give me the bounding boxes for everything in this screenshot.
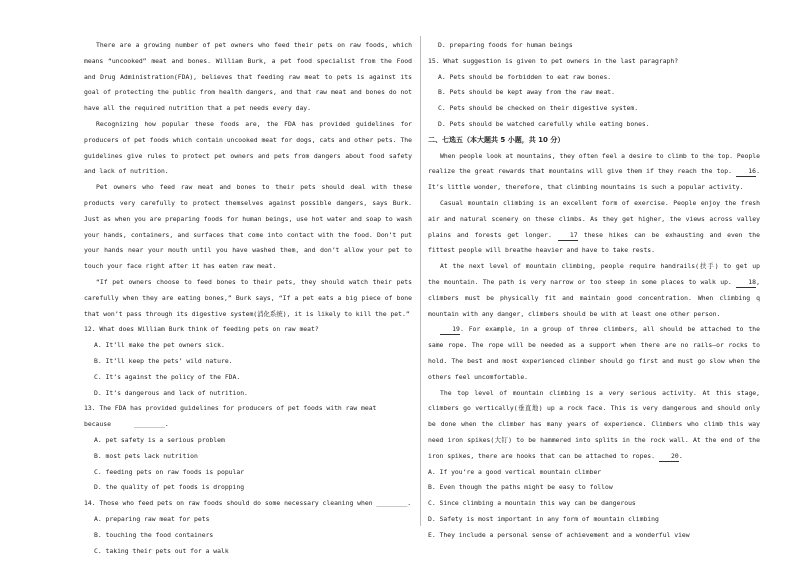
cloze-option-a[interactable]: A. If you’re a good vertical mountain climber: [428, 467, 602, 476]
question-13-because: because: [84, 420, 111, 429]
blank-16[interactable]: 16: [736, 167, 756, 177]
cloze-p3-before: At the next level of mountain climbing, people require handrails(扶手) to get up the mountain. The path is very narrow or too steep in some places to walk up.: [428, 262, 760, 286]
cloze-option-e[interactable]: E. They include a personal sense of achievement and a wonderful view: [428, 530, 690, 539]
cloze-option-c[interactable]: C. Since climbing a mountain this way can be dangerous: [428, 499, 636, 508]
question-14-option-b[interactable]: B. touching the food containers: [94, 530, 214, 539]
question-15-stem: 15. What suggestion is given to pet owners in the last paragraph?: [428, 56, 679, 65]
cloze-paragraph-2: [428, 196, 760, 259]
cloze-option-b[interactable]: B. Even though the paths might be easy to follow: [428, 483, 613, 492]
passage-paragraph-2: Recognizing how popular these foods are, the FDA has provided guidelines for producers of pet foods which contain uncooked meat for dogs, cats and other pets. The guidelines give rules to protect pet owners and pets from dangers about food safety and lack of nutrition.: [84, 119, 412, 176]
blank-17[interactable]: 17: [558, 231, 578, 241]
question-14-option-a[interactable]: A. preparing raw meat for pets: [94, 514, 210, 523]
column-divider: [420, 36, 421, 526]
question-12-option-b[interactable]: B. It’ll keep the pets’ wild nature.: [94, 356, 233, 365]
cloze-p5-after: .: [678, 451, 683, 460]
question-15-option-d[interactable]: D. Pets should be watched carefully while eating bones.: [438, 119, 650, 128]
question-15-option-c[interactable]: C. Pets should be checked on their digestive system.: [438, 104, 639, 113]
cloze-p1-before: When people look at mountains, they often feel a desire to climb to the top. People realize the great rewards that mountains will give them if they reach the top.: [428, 151, 760, 176]
question-12-stem: 12. What does William Burk think of feeding pets on raw meat?: [84, 325, 319, 334]
question-13-option-b[interactable]: B. most pets lack nutrition: [94, 451, 198, 460]
cloze-paragraph-4: [428, 322, 760, 385]
question-15-option-a[interactable]: A. Pets should be forbidden to eat raw bones.: [438, 72, 612, 81]
blank-20[interactable]: 20: [659, 452, 679, 462]
cloze-p1-after: It’s little wonder, therefore, that climbing mountains is such a popular activity.: [428, 183, 744, 192]
question-13-stem: 13. The FDA has provided guidelines for producers of pet foods with raw meat: [84, 404, 377, 413]
left-column: [84, 38, 412, 559]
cloze-p4-after: . For example, in a group of three climbers, all should be attached to the same rope. The rope will be needed as a support when there are no rails—or rocks to hold. The best and most experienced climber should go first and must go slow when the others feel uncomfortable.: [428, 325, 760, 381]
blank-19[interactable]: 19: [440, 325, 460, 335]
question-13-option-a[interactable]: A. pet safety is a serious problem: [94, 435, 225, 444]
question-14-stem-text: 14. Those who feed pets on raw foods should do some necessary cleaning when: [84, 499, 373, 508]
cloze-p5-before: The top level of mountain climbing is a very serious activity. At this stage, climbers go vertically(垂直地) up a rock face. This is very dangerous and should only be done when the climber has many years of experience. Climbers who climb this way need iron spikes(大钉) to be hammered into splits in the rock wall. At the end of the iron spikes, there are hooks that can be attached to ropes.: [428, 388, 760, 460]
question-13-blank: ________: [134, 420, 165, 429]
cloze-paragraph-5: [428, 386, 760, 465]
section-title: 二、七选五（本大题共 5 小题，共 10 分）: [428, 135, 565, 144]
cloze-paragraph-1: When people look at mountains, they often feel a desire to climb to the top. People realize the great rewards that mountains will give them if they reach the top. 16. It’s little wonder, therefore, that climbing mountains is such a popular activity.: [428, 151, 760, 192]
question-15-option-b[interactable]: B. Pets should be kept away from the raw meat.: [438, 88, 615, 97]
question-14-stem: 14. Those who feed pets on raw foods should do some necessary cleaning when ________.: [84, 499, 412, 508]
question-14-option-c[interactable]: C. taking their pets out for a walk: [94, 546, 229, 555]
cloze-p3-after: , climbers must be physically fit and maintain good concentration. When climbing q mountain with any danger, climbers should be with at least one other person.: [428, 277, 760, 318]
question-14-option-d[interactable]: D. preparing foods for human beings: [438, 41, 573, 49]
question-14-blank: ________: [376, 499, 408, 508]
question-12-option-a[interactable]: A. It’ll make the pet owners sick.: [94, 341, 225, 350]
question-12-option-d[interactable]: D. It’s dangerous and lack of nutrition.: [94, 388, 248, 397]
question-13-option-c[interactable]: C. feeding pets on raw foods is popular: [94, 467, 245, 476]
question-13-option-d[interactable]: D. the quality of pet foods is dropping: [94, 483, 245, 492]
question-12-option-c[interactable]: C. It’s against the policy of the FDA.: [94, 372, 241, 381]
right-column: [428, 38, 760, 544]
passage-paragraph-1: There are a growing number of pet owners who feed their pets on raw foods, which means “uncooked” meat and bones. William Burk, a pet food specialist from the Food and Drug Administration(FDA), believes that feeding raw meat to pets is against its goal of protecting the public from health dangers, and that raw meat and bones do not have all the required nutrition that a pet needs every day.: [84, 41, 412, 113]
cloze-p2-after: these hikes can be exhausting and even the fittest people will breathe heavier and have to take rests.: [428, 230, 760, 255]
passage-paragraph-4: “If pet owners choose to feed bones to their pets, they should watch their pets carefully when they are eating bones,” Burk says, “If a pet eats a big piece of bone that won’t pass through its digestive system(消化系统), it is likely to kill the pet.”: [84, 277, 412, 318]
cloze-paragraph-3: [428, 259, 760, 322]
blank-18[interactable]: 18: [736, 278, 756, 288]
passage-paragraph-3: Pet owners who feed raw meat and bones to their pets should deal with these products very carefully to protect themselves against possible dangers, says Burk. Just as when you are preparing foods for human beings, use hot water and soap to wash your hands, containers, and surfaces that come into contact with the food. Don’t put your hands near your mouth until you have washed them, and don’t allow your pet to touch your face right after it has eaten raw meat.: [84, 183, 412, 271]
cloze-option-d[interactable]: D. Safety is most important in any form of mountain climbing: [428, 514, 659, 523]
cloze-p2-before: Casual mountain climbing is an excellent form of exercise. People enjoy the fresh air and natural scenery on these climbs. As they get higher, the views across valley plains and forests get longer.: [428, 198, 760, 239]
question-13-stem-continued: because ________.: [84, 420, 169, 429]
